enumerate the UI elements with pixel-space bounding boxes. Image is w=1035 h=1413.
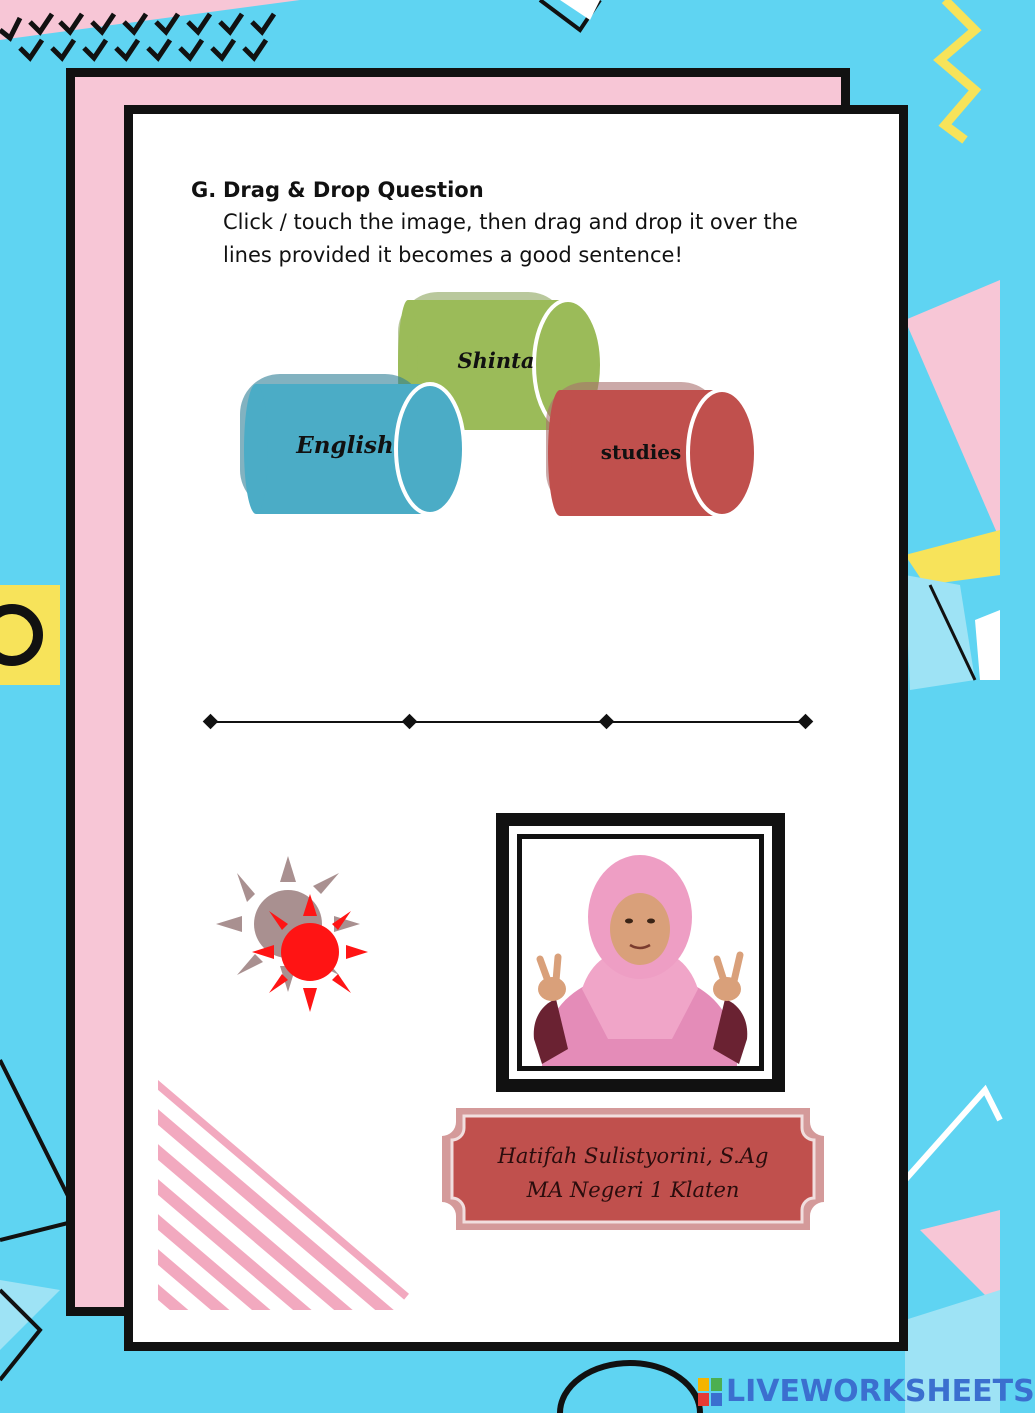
liveworksheets-icon: [698, 1378, 722, 1406]
drag-item-label: studies: [600, 440, 682, 464]
author-name-plate: [442, 1108, 824, 1230]
author-photo: [522, 839, 759, 1066]
drag-item-english[interactable]: [240, 372, 470, 520]
drag-item-studies[interactable]: [546, 380, 761, 520]
instruction-line-1: Click / touch the image, then drag and drop it over the: [223, 210, 798, 234]
author-name: Hatifah Sulistyorini, S.Ag: [497, 1144, 769, 1168]
question-letter: G.: [191, 178, 217, 202]
sun-icon: [210, 852, 375, 1017]
drag-item-label: English: [296, 432, 394, 459]
instruction-line-2: lines provided it becomes a good sentence!: [223, 243, 683, 267]
question-title: Drag & Drop Question: [223, 178, 484, 202]
author-photo-frame: [496, 813, 785, 1092]
liveworksheets-logo[interactable]: [698, 1374, 1035, 1409]
brand-name: LIVEWORKSHEETS: [726, 1374, 1035, 1409]
author-school: MA Negeri 1 Klaten: [526, 1178, 740, 1202]
drag-item-label: Shinta: [457, 348, 535, 373]
stripe-decoration: [158, 1080, 428, 1310]
